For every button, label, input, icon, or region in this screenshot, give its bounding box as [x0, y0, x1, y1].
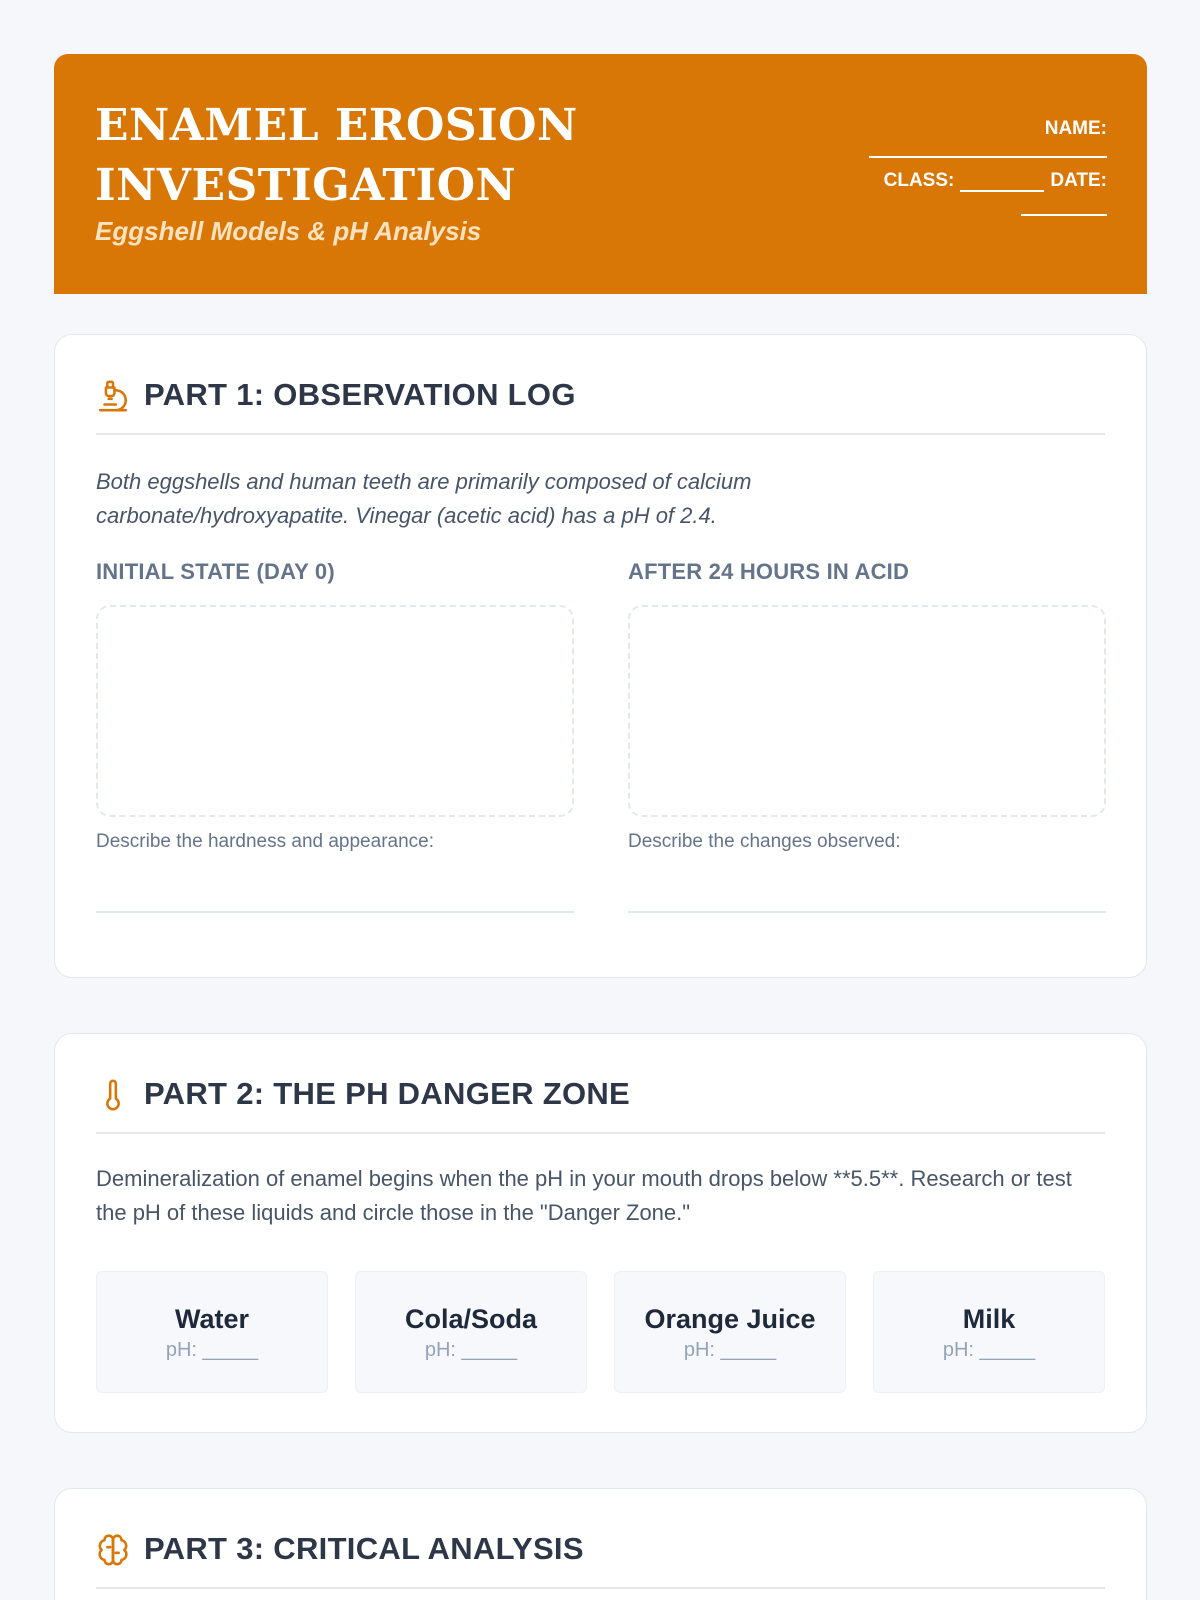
part3-header: [96, 1529, 1105, 1589]
name-blank[interactable]: [869, 156, 1107, 158]
liquid-name: Orange Juice: [644, 1304, 816, 1334]
brain-icon: [96, 1533, 130, 1567]
initial-sketch-box[interactable]: [96, 605, 574, 817]
name-label: NAME:: [1044, 118, 1107, 139]
part1-header: [96, 375, 1105, 435]
class-label: CLASS:: [883, 170, 955, 191]
after-sketch-box[interactable]: [628, 605, 1106, 817]
date-blank[interactable]: [1021, 214, 1107, 216]
thermometer-icon: [96, 1078, 130, 1112]
date-label: DATE:: [1050, 170, 1107, 191]
title-line-2: INVESTIGATION: [95, 160, 517, 211]
part1-intro: Both eggshells and human teeth are primarily composed of calcium carbonate/hydroxyapatite. Vinegar (acetic acid) has a pH of 2.4.: [96, 469, 752, 528]
initial-state-label: INITIAL STATE (DAY 0): [96, 559, 335, 584]
after-prompt: Describe the changes observed:: [628, 831, 901, 852]
class-date-row: [884, 170, 1107, 192]
student-info: [847, 116, 1107, 236]
page-title: [95, 96, 615, 216]
after-acid-label: AFTER 24 HOURS IN ACID: [628, 559, 910, 584]
class-blank[interactable]: [960, 174, 1044, 192]
liquid-ph-field[interactable]: pH: _____: [424, 1339, 518, 1361]
after-answer-line[interactable]: [628, 911, 1106, 913]
initial-answer-line[interactable]: [96, 911, 574, 913]
liquid-card-orange-juice[interactable]: [614, 1271, 846, 1393]
part2-title: PART 2: THE PH DANGER ZONE: [144, 1076, 631, 1111]
part2-card: [54, 1033, 1147, 1433]
liquid-card-water[interactable]: [96, 1271, 328, 1393]
part2-header: [96, 1074, 1105, 1134]
worksheet-header: [54, 54, 1147, 294]
name-field[interactable]: [847, 116, 1107, 140]
page-subtitle: Eggshell Models & pH Analysis: [95, 216, 482, 246]
liquid-ph-field[interactable]: pH: _____: [683, 1339, 777, 1361]
part3-title: PART 3: CRITICAL ANALYSIS: [144, 1531, 584, 1566]
initial-state-column: [96, 559, 574, 919]
after-acid-column: [628, 559, 1106, 919]
part1-title: PART 1: OBSERVATION LOG: [144, 377, 576, 412]
liquid-ph-field[interactable]: pH: _____: [942, 1339, 1036, 1361]
liquid-name: Milk: [962, 1304, 1016, 1334]
title-line-1: ENAMEL EROSION: [95, 100, 578, 151]
liquid-list: [96, 1271, 1107, 1393]
liquid-ph-field[interactable]: pH: _____: [165, 1339, 259, 1361]
liquid-card-cola[interactable]: [355, 1271, 587, 1393]
initial-prompt: Describe the hardness and appearance:: [96, 831, 435, 852]
liquid-name: Water: [174, 1304, 249, 1334]
microscope-icon: [96, 379, 130, 413]
part1-card: [54, 334, 1147, 978]
liquid-card-milk[interactable]: [873, 1271, 1105, 1393]
liquid-name: Cola/Soda: [404, 1304, 538, 1334]
part2-body: Demineralization of enamel begins when the pH in your mouth drops below **5.5**. Research or test the pH of these liquids and circle those in the "Danger Zone.": [96, 1166, 1072, 1225]
part3-card: [54, 1488, 1147, 1600]
